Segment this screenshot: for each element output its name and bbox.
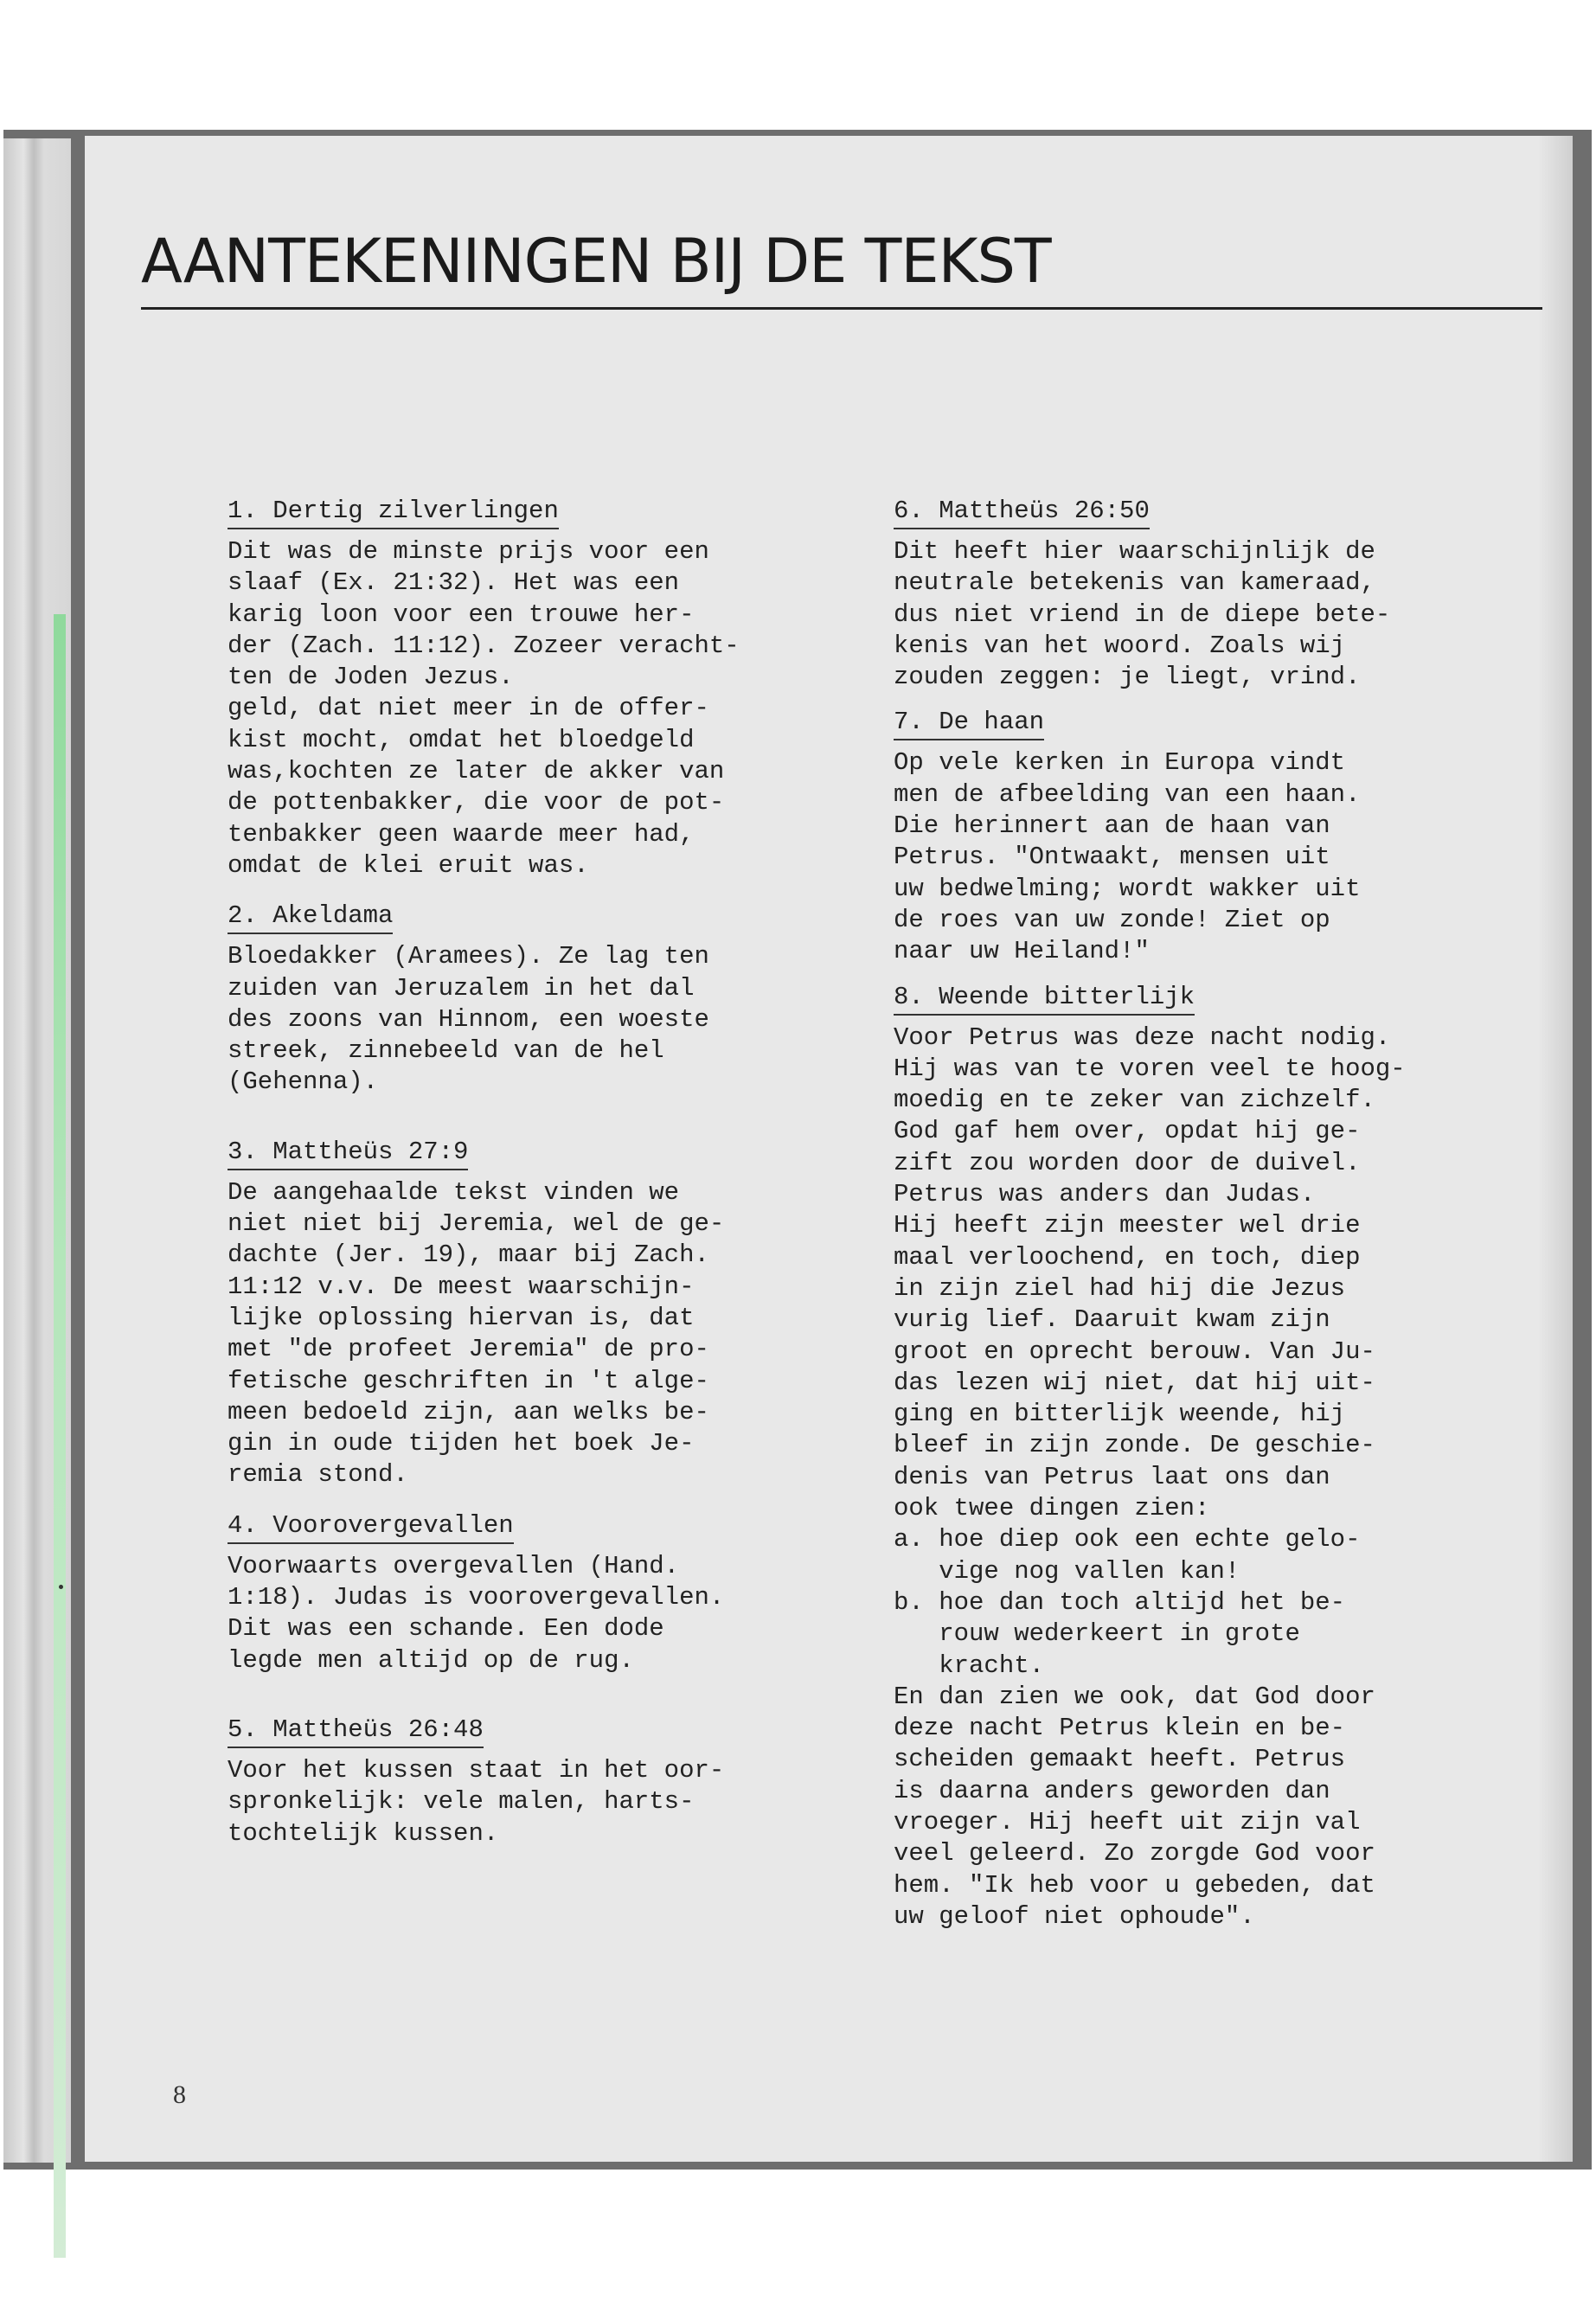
note-line: ten de Joden Jezus. <box>228 663 514 692</box>
note-section <box>894 707 1551 967</box>
note-line: gin in oude tijden het boek Je- <box>228 1429 695 1458</box>
note-line: spronkelijk: vele malen, harts- <box>228 1787 695 1817</box>
note-heading: 5. Mattheüs 26:48 <box>228 1715 484 1748</box>
note-line: kist mocht, omdat het bloedgeld <box>228 725 695 754</box>
note-line: is daarna anders geworden dan <box>894 1776 1330 1805</box>
note-line: in zijn ziel had hij die Jezus <box>894 1273 1346 1303</box>
note-heading: 4. Voorovergevallen <box>228 1511 514 1544</box>
note-line: zift zou worden door de duivel. <box>894 1148 1361 1177</box>
note-section <box>228 1510 885 1676</box>
note-heading: 2. Akeldama <box>228 901 393 934</box>
note-line: der (Zach. 11:12). Zozeer veracht- <box>228 631 740 660</box>
note-section <box>228 1715 885 1849</box>
page-title: AANTEKENINGEN BIJ DE TEKST <box>141 226 1051 297</box>
note-line: scheiden gemaakt heeft. Petrus <box>894 1745 1346 1774</box>
note-line: omdat de klei eruit was. <box>228 850 589 880</box>
note-heading: 7. De haan <box>894 708 1044 740</box>
note-section <box>894 982 1551 1933</box>
note-line: (Gehenna). <box>228 1067 379 1097</box>
note-line: Dit was de minste prijs voor een <box>228 537 709 566</box>
section-spacer <box>228 1099 885 1137</box>
note-line: met "de profeet Jeremia" de pro- <box>228 1335 709 1364</box>
right-column <box>894 496 1551 1932</box>
note-line: vroeger. Hij heeft uit zijn val <box>894 1807 1361 1836</box>
note-line: moedig en te zeker van zichzelf. <box>894 1086 1375 1115</box>
note-heading: 6. Mattheüs 26:50 <box>894 497 1150 529</box>
note-line: tenbakker geen waarde meer had, <box>228 819 695 849</box>
note-heading: 8. Weende bitterlijk <box>894 983 1195 1016</box>
note-line: Op vele kerken in Europa vindt <box>894 748 1346 778</box>
green-page-edge <box>54 614 66 2258</box>
note-line: Die herinnert aan de haan van <box>894 811 1330 841</box>
note-line: geld, dat niet meer in de offer- <box>228 694 709 723</box>
note-line: Voorwaarts overgevallen (Hand. <box>228 1551 680 1580</box>
note-line: meen bedoeld zijn, aan welks be- <box>228 1397 709 1426</box>
note-section <box>228 1137 885 1491</box>
note-heading: 3. Mattheüs 27:9 <box>228 1138 468 1170</box>
note-line: rouw wederkeert in grote <box>894 1619 1300 1649</box>
note-line: Hij was van te voren veel te hoog- <box>894 1054 1406 1083</box>
note-line: 11:12 v.v. De meest waarschijn- <box>228 1272 695 1301</box>
note-line: niet niet bij Jeremia, wel de ge- <box>228 1209 725 1239</box>
note-line: men de afbeelding van een haan. <box>894 779 1361 809</box>
note-line: karig loon voor een trouwe her- <box>228 599 695 629</box>
note-line: legde men altijd op de rug. <box>228 1645 634 1675</box>
note-line: remia stond. <box>228 1460 408 1490</box>
note-line: de roes van uw zonde! Ziet op <box>894 905 1330 934</box>
note-line: tochtelijk kussen. <box>228 1818 499 1848</box>
note-line: dachte (Jer. 19), maar bij Zach. <box>228 1240 709 1270</box>
note-line: lijke oplossing hiervan is, dat <box>228 1303 695 1332</box>
note-line: a. hoe diep ook een echte gelo- <box>894 1525 1361 1554</box>
note-line: dus niet vriend in de diepe bete- <box>894 599 1391 629</box>
note-line: 1:18). Judas is voorovergevallen. <box>228 1583 725 1612</box>
note-line: Voor het kussen staat in het oor- <box>228 1755 725 1785</box>
note-line: streek, zinnebeeld van de hel <box>228 1036 664 1066</box>
note-line: Bloedakker (Aramees). Ze lag ten <box>228 942 709 971</box>
note-line: was,kochten ze later de akker van <box>228 757 725 786</box>
note-line: slaaf (Ex. 21:32). Het was een <box>228 568 680 598</box>
margin-dot <box>59 1585 63 1589</box>
note-line: zouden zeggen: je liegt, vrind. <box>894 663 1361 692</box>
note-line: Voor Petrus was deze nacht nodig. <box>894 1022 1391 1052</box>
note-line: das lezen wij niet, dat hij uit- <box>894 1368 1375 1397</box>
note-section <box>894 496 1551 693</box>
note-line: ook twee dingen zien: <box>894 1494 1210 1523</box>
note-line: veel geleerd. Zo zorgde God voor <box>894 1839 1375 1868</box>
note-line: naar uw Heiland!" <box>894 937 1150 966</box>
note-line: Petrus. "Ontwaakt, mensen uit <box>894 843 1330 872</box>
section-spacer <box>228 881 885 901</box>
note-line: des zoons van Hinnom, een woeste <box>228 1004 709 1034</box>
note-line: Hij heeft zijn meester wel drie <box>894 1211 1361 1240</box>
note-line: vige nog vallen kan! <box>894 1556 1240 1586</box>
note-line: De aangehaalde tekst vinden we <box>228 1177 680 1207</box>
section-spacer <box>228 1676 885 1715</box>
note-line: uw bedwelming; wordt wakker uit <box>894 874 1361 903</box>
note-section <box>228 496 885 881</box>
note-line: Dit was een schande. Een dode <box>228 1614 664 1644</box>
note-line: groot en oprecht berouw. Van Ju- <box>894 1336 1375 1366</box>
left-column <box>228 496 885 1849</box>
note-line: zuiden van Jeruzalem in het dal <box>228 973 695 1003</box>
note-line: neutrale betekenis van kameraad, <box>894 568 1375 598</box>
page-number: 8 <box>173 2080 186 2109</box>
note-line: bleef in zijn zonde. De geschie- <box>894 1431 1375 1460</box>
note-line: ging en bitterlijk weende, hij <box>894 1400 1346 1429</box>
note-line: uw geloof niet ophoude". <box>894 1901 1255 1931</box>
note-line: deze nacht Petrus klein en be- <box>894 1714 1346 1743</box>
note-line: maal verloochend, en toch, diep <box>894 1242 1361 1272</box>
title-rule <box>141 307 1542 310</box>
section-spacer <box>894 693 1551 707</box>
note-line: b. hoe dan toch altijd het be- <box>894 1587 1346 1617</box>
section-spacer <box>228 1491 885 1510</box>
note-line: God gaf hem over, opdat hij ge- <box>894 1117 1361 1146</box>
note-line: denis van Petrus laat ons dan <box>894 1462 1330 1491</box>
note-heading: 1. Dertig zilverlingen <box>228 497 559 529</box>
section-spacer <box>894 968 1551 982</box>
note-line: Petrus was anders dan Judas. <box>894 1180 1316 1209</box>
note-line: Dit heeft hier waarschijnlijk de <box>894 537 1375 566</box>
note-line: de pottenbakker, die voor de pot- <box>228 788 725 817</box>
note-line: En dan zien we ook, dat God door <box>894 1682 1375 1711</box>
note-line: fetische geschriften in 't alge- <box>228 1366 709 1395</box>
note-line: hem. "Ik heb voor u gebeden, dat <box>894 1870 1375 1900</box>
note-section <box>228 901 885 1098</box>
note-line: vurig lief. Daaruit kwam zijn <box>894 1305 1330 1335</box>
note-line: kenis van het woord. Zoals wij <box>894 631 1346 660</box>
note-line: kracht. <box>894 1650 1045 1680</box>
